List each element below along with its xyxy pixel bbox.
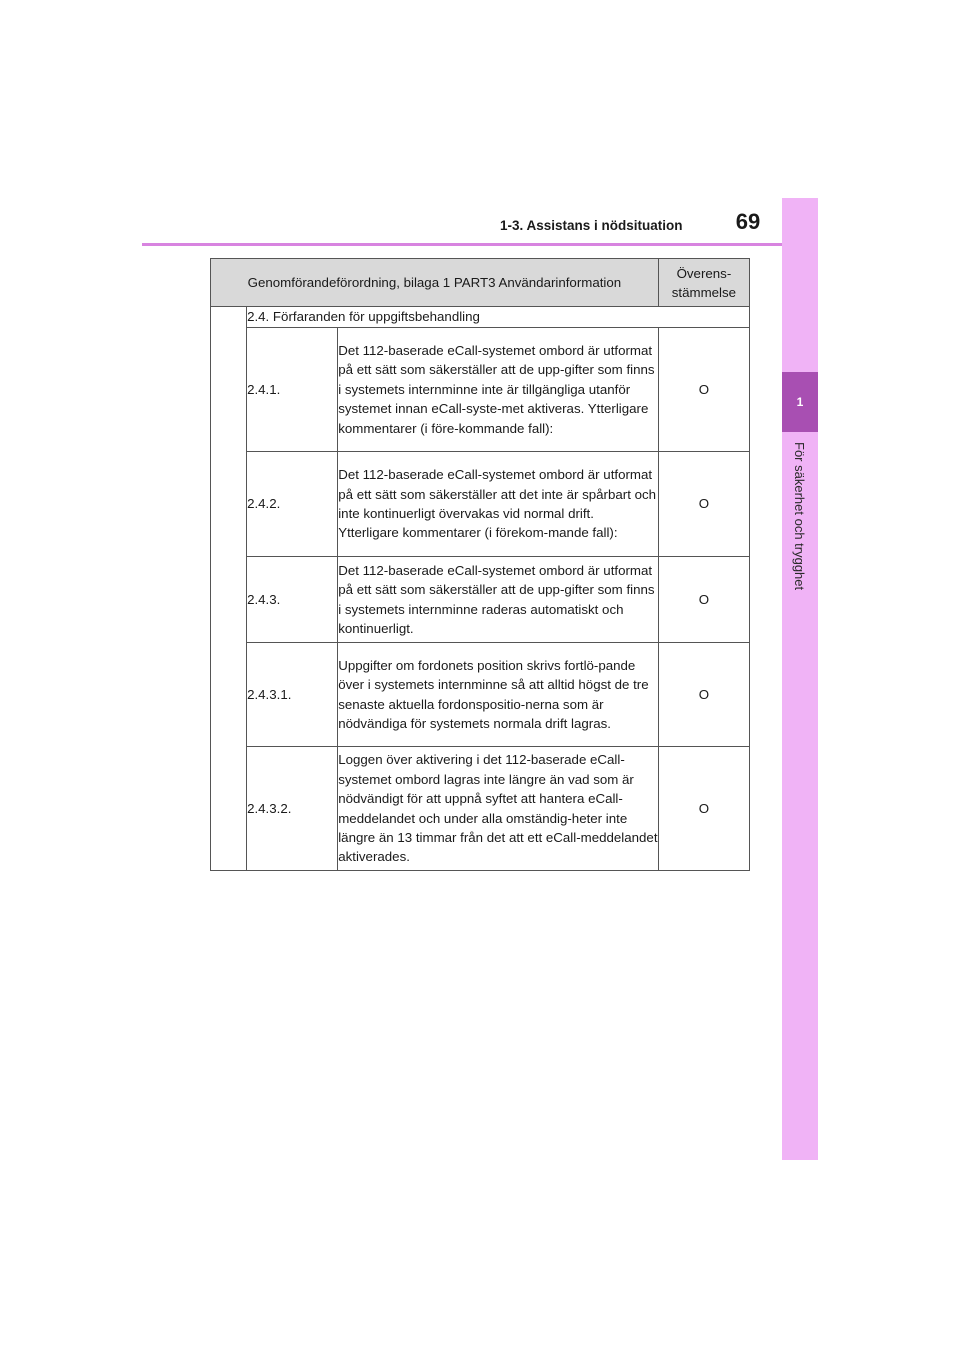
- page-number: 69: [735, 209, 761, 234]
- row-text: Det 112-baserade eCall-systemet ombord är utformat på ett sätt som säkerställer att det inte är spårbart och inte kontinuerligt övervakas vid normal drift. Ytterligare kommentarer (i förekom-mande fall):: [338, 452, 659, 557]
- chapter-tab: 1: [782, 372, 818, 432]
- row-text: Uppgifter om fordonets position skrivs fortlö-pande över i systemets internminne så att alltid högst de tre senaste aktuella fordonspositio-nerna som är nödvändiga för systemets normala drift lagras.: [338, 643, 659, 747]
- row-compliance: O: [658, 747, 749, 871]
- row-text: Det 112-baserade eCall-systemet ombord är utformat på ett sätt som säkerställer att de upp-gifter som finns i systemets internminne raderas automatiskt och kontinuerligt.: [338, 557, 659, 643]
- row-number: 2.4.3.1.: [247, 643, 338, 747]
- row-text: Loggen över aktivering i det 112-baserade eCall-systemet ombord lagras inte längre än vad som är nödvändigt för att uppnå syftet att hantera eCall-meddelandet och under alla omständig-heter inte längre än 13 timmar från det att ett eCall-meddelandet aktiverades.: [338, 747, 659, 871]
- column-header-compliance: Överens- stämmelse: [658, 259, 749, 307]
- row-number: 2.4.3.: [247, 557, 338, 643]
- table-row: [211, 643, 750, 747]
- chapter-label: För säkerhet och trygghet: [792, 442, 807, 591]
- indent-cell: [211, 307, 247, 871]
- header-divider: [142, 243, 782, 246]
- row-number: 2.4.3.2.: [247, 747, 338, 871]
- table-row: [211, 452, 750, 557]
- row-number: 2.4.1.: [247, 328, 338, 452]
- table-header-row: [211, 259, 750, 307]
- table-row: [211, 557, 750, 643]
- row-compliance: O: [658, 557, 749, 643]
- row-compliance: O: [658, 452, 749, 557]
- table-row: [211, 747, 750, 871]
- compliance-table: [210, 258, 750, 871]
- row-compliance: O: [658, 328, 749, 452]
- section-heading-row: [211, 307, 750, 328]
- side-tab: [782, 198, 818, 1160]
- row-number: 2.4.2.: [247, 452, 338, 557]
- column-header-regulation: Genomförandeförordning, bilaga 1 PART3 Användarinformation: [211, 259, 659, 307]
- section-title: 1-3. Assistans i nödsituation: [500, 218, 683, 233]
- section-heading: 2.4. Förfaranden för uppgiftsbehandling: [247, 307, 750, 328]
- table-row: [211, 328, 750, 452]
- row-compliance: O: [658, 643, 749, 747]
- row-text: Det 112-baserade eCall-systemet ombord är utformat på ett sätt som säkerställer att de upp-gifter som finns i systemets internminne inte är tillgängliga utanför systemet innan eCall-syste-met aktiveras. Ytterligare kommentarer (i före-kommande fall):: [338, 328, 659, 452]
